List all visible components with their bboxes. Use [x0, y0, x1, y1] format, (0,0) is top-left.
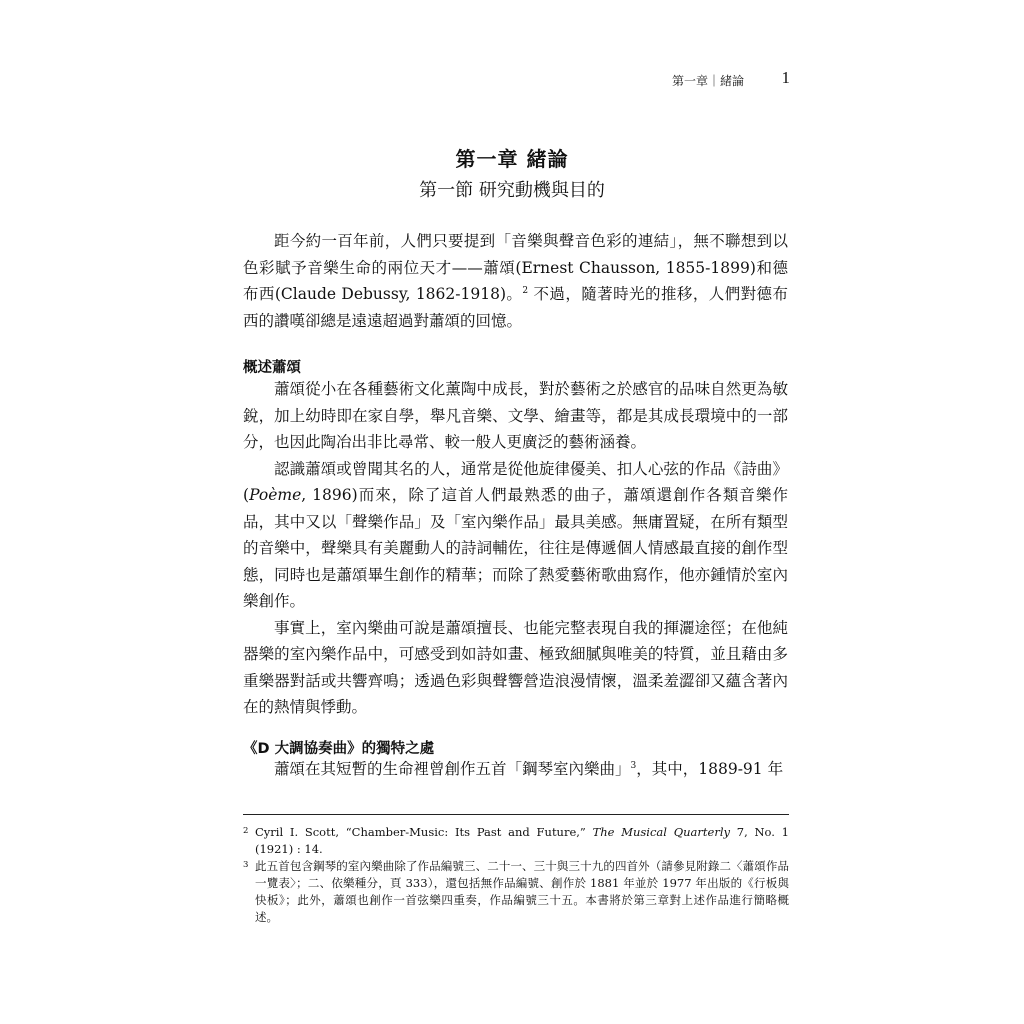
running-header-title: 第一章｜緒論	[672, 74, 745, 88]
concerto-text-1: 蕭頌在其短暫的生命裡曾創作五首「鋼琴室內樂曲」	[274, 760, 631, 778]
footnote-2-text-2: 7, No. 1 (1921) : 14.	[255, 825, 790, 856]
footnote-2-mark: 2	[243, 826, 249, 836]
concerto-paragraph-1	[243, 756, 788, 783]
footnote-3-text: 此五首包含鋼琴的室內樂曲除了作品編號三、二十一、三十與三十九的四首外（請參見附錄二〈蕭頌作品一覽表〉；二、依樂種分，頁 333），還包括無作品編號、創作於 1881 年並於 1977 年出版的《行板與快板》；此外，蕭頌也創作一首弦樂四重奏，作品編號三十五。本書將於第三章對上述作品進行簡略概述。	[255, 859, 789, 924]
footnote-2	[243, 824, 789, 858]
overview-paragraph-2	[243, 456, 788, 615]
overview-heading: 概述蕭頌	[243, 360, 301, 376]
footnote-ref-2[interactable]: 2	[522, 285, 529, 296]
overview-p2-text-1: 認識蕭頌或曾聞其名的人，通常是從他旋律優美、扣人心弦的作品《詩曲》(	[243, 459, 788, 504]
concerto-text-2: ，其中，1889-91 年	[636, 760, 784, 778]
footnote-ref-3[interactable]: 3	[630, 760, 637, 771]
chapter-title: 第一章 緒論	[455, 147, 569, 171]
footnote-3	[243, 858, 789, 926]
poeme-title: Poème	[249, 486, 302, 504]
page-number: 1	[781, 68, 790, 87]
section-title: 第一節 研究動機與目的	[419, 180, 605, 201]
overview-block	[243, 376, 788, 721]
running-header	[660, 70, 790, 90]
intro-text-1: 距今約一百年前，人們只要提到「音樂與聲音色彩的連結」，無不聯想到以色彩賦予音樂生命的兩位天才——蕭頌(Ernest Chausson, 1855-1899)和德布西(Claude Debussy, 1862-1918)。	[243, 232, 788, 303]
footnote-2-text-1: Cyril I. Scott, “Chamber-Music: Its Past and Future,”	[255, 825, 593, 839]
footnotes	[243, 824, 789, 926]
intro-paragraph	[243, 228, 788, 334]
overview-p2-text-2: , 1896)而來，除了這首人們最熟悉的曲子，蕭頌還創作各類音樂作品，其中又以「聲樂作品」及「室內樂作品」最具美感。無庸置疑，在所有類型的音樂中，聲樂具有美麗動人的詩詞輔佐，往往是傳遞個人情感最直接的創作型態，同時也是蕭頌畢生創作的精華；而除了熱愛藝術歌曲寫作，他亦鍾情於室內樂創作。	[243, 486, 788, 610]
footnote-divider	[243, 814, 789, 815]
overview-paragraph-3: 事實上，室內樂曲可說是蕭頌擅長、也能完整表現自我的揮灑途徑；在他純器樂的室內樂作品中，可感受到如詩如畫、極致細膩與唯美的特質，並且藉由多重樂器對話或共響齊鳴；透過色彩與聲響營造浪漫情懷，溫柔羞澀卻又蘊含著內在的熱情與悸動。	[243, 618, 788, 716]
intro-block	[243, 228, 788, 334]
footnote-3-mark: 3	[243, 860, 249, 870]
overview-paragraph-1: 蕭頌從小在各種藝術文化薰陶中成長，對於藝術之於感官的品味自然更為敏銳，加上幼時即在家自學，舉凡音樂、文學、繪畫等，都是其成長環境中的一部分，也因此陶冶出非比尋常、較一般人更廣泛的藝術涵養。	[243, 380, 788, 451]
footnote-2-journal: The Musical Quarterly	[592, 825, 730, 839]
intro-text-2: 不過，隨著時光的推移，人們對德布西的讚嘆卻總是遠遠超過對蕭頌的回憶。	[243, 285, 788, 330]
concerto-heading: 《D 大調協奏曲》的獨特之處	[243, 741, 435, 757]
concerto-block	[243, 756, 788, 783]
